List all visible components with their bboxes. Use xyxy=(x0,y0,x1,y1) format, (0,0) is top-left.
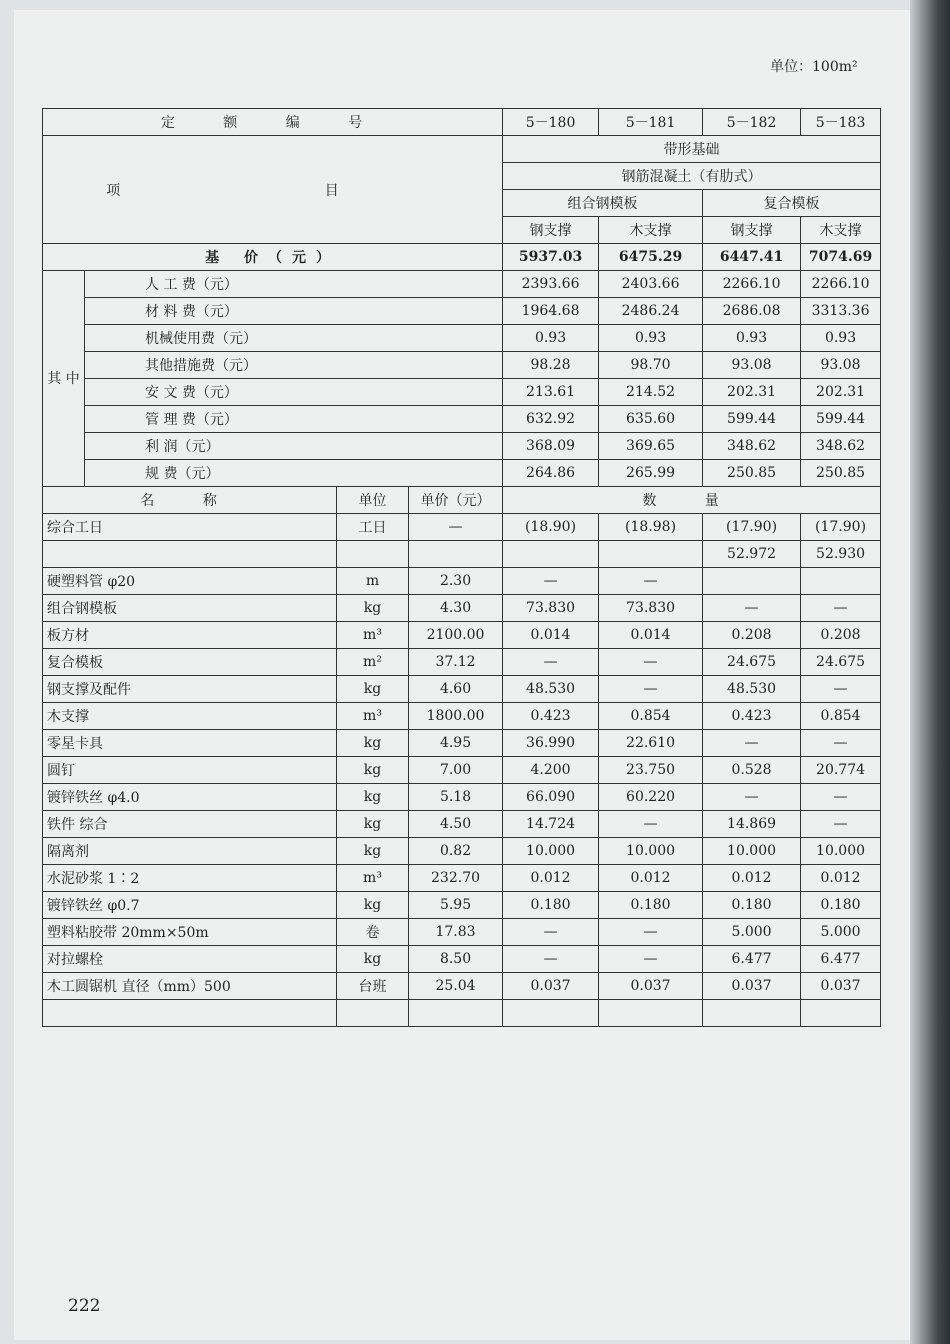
cost-value: 265.99 xyxy=(599,460,703,487)
material-price: — xyxy=(409,514,503,541)
material-price: 8.50 xyxy=(409,946,503,973)
material-quantity: 0.037 xyxy=(599,973,703,1000)
material-quantity: — xyxy=(599,676,703,703)
blank-cell xyxy=(703,1000,801,1027)
cost-row xyxy=(43,433,881,460)
material-price: 4.50 xyxy=(409,811,503,838)
material-quantity: 14.869 xyxy=(703,811,801,838)
blank-cell xyxy=(801,1000,881,1027)
cost-label: 管 理 费（元） xyxy=(85,406,503,433)
material-quantity: 20.774 xyxy=(801,757,881,784)
material-quantity: 0.423 xyxy=(703,703,801,730)
material-row xyxy=(43,568,881,595)
cost-value: 2266.10 xyxy=(801,271,881,298)
material-quantity: 0.854 xyxy=(801,703,881,730)
material-row xyxy=(43,703,881,730)
material-quantity: 36.990 xyxy=(503,730,599,757)
col-name: 名 称 xyxy=(43,487,337,514)
base-price-value: 7074.69 xyxy=(801,244,881,271)
material-name: 组合钢模板 xyxy=(43,595,337,622)
material-quantity: 0.180 xyxy=(801,892,881,919)
formwork-group: 复合模板 xyxy=(703,190,881,217)
material-quantity: 0.012 xyxy=(503,865,599,892)
material-quantity: 10.000 xyxy=(703,838,801,865)
quota-code: 5－182 xyxy=(703,109,801,136)
material-price: 1800.00 xyxy=(409,703,503,730)
formwork-group: 组合钢模板 xyxy=(503,190,703,217)
item-label: 项 目 xyxy=(43,136,503,244)
page-number: 222 xyxy=(68,1296,101,1316)
material-row xyxy=(43,757,881,784)
material-name: 木支撑 xyxy=(43,703,337,730)
cost-value: 635.60 xyxy=(599,406,703,433)
material-row xyxy=(43,919,881,946)
cost-value: 264.86 xyxy=(503,460,599,487)
material-unit: m² xyxy=(337,649,409,676)
cost-value: 368.09 xyxy=(503,433,599,460)
material-name: 圆钉 xyxy=(43,757,337,784)
material-quantity: — xyxy=(703,784,801,811)
material-quantity: — xyxy=(801,595,881,622)
material-quantity: 0.180 xyxy=(703,892,801,919)
book-spine-shadow xyxy=(910,0,950,1344)
material-quantity: (18.98) xyxy=(599,514,703,541)
material-row xyxy=(43,865,881,892)
material-unit: m xyxy=(337,568,409,595)
material-quantity: 24.675 xyxy=(703,649,801,676)
material-unit: m³ xyxy=(337,622,409,649)
material-row xyxy=(43,973,881,1000)
material-price: 2.30 xyxy=(409,568,503,595)
col-unit-price: 单价（元） xyxy=(409,487,503,514)
cost-value: 2486.24 xyxy=(599,298,703,325)
material-row xyxy=(43,730,881,757)
material-quantity: — xyxy=(801,784,881,811)
quota-label: 定 额 编 号 xyxy=(43,109,503,136)
material-quantity: 48.530 xyxy=(703,676,801,703)
material-row xyxy=(43,946,881,973)
material-name: 塑料粘胶带 20mm×50m xyxy=(43,919,337,946)
material-quantity: — xyxy=(503,919,599,946)
material-quantity: — xyxy=(503,946,599,973)
material-name: 铁件 综合 xyxy=(43,811,337,838)
material-quantity: 4.200 xyxy=(503,757,599,784)
material-quantity: 0.014 xyxy=(599,622,703,649)
material-row xyxy=(43,838,881,865)
cost-value: 0.93 xyxy=(801,325,881,352)
blank-cell xyxy=(43,541,337,568)
material-quantity: 0.037 xyxy=(703,973,801,1000)
material-quantity: 6.477 xyxy=(801,946,881,973)
material-quantity: 0.854 xyxy=(599,703,703,730)
quota-code: 5－181 xyxy=(599,109,703,136)
material-quantity: 66.090 xyxy=(503,784,599,811)
base-price-value: 5937.03 xyxy=(503,244,599,271)
material-quantity xyxy=(703,568,801,595)
blank-cell xyxy=(43,1000,337,1027)
material-price: 25.04 xyxy=(409,973,503,1000)
blank-cell xyxy=(337,1000,409,1027)
material-unit: kg xyxy=(337,730,409,757)
subcategory: 钢筋混凝土（有肋式） xyxy=(503,163,881,190)
material-quantity: 0.180 xyxy=(599,892,703,919)
cost-value: 0.93 xyxy=(703,325,801,352)
material-quantity: 0.037 xyxy=(801,973,881,1000)
material-unit: kg xyxy=(337,784,409,811)
material-quantity: 73.830 xyxy=(503,595,599,622)
base-price-value: 6447.41 xyxy=(703,244,801,271)
category-row xyxy=(43,136,881,163)
material-name: 综合工日 xyxy=(43,514,337,541)
blank-cell xyxy=(599,1000,703,1027)
cost-row xyxy=(43,379,881,406)
cost-value: 599.44 xyxy=(801,406,881,433)
blank-cell xyxy=(337,541,409,568)
material-quantity: — xyxy=(801,676,881,703)
material-row xyxy=(43,595,881,622)
of-which-label: 其 中 xyxy=(43,271,85,487)
cost-value: 93.08 xyxy=(801,352,881,379)
material-header-row xyxy=(43,487,881,514)
labour-quantity: 52.972 xyxy=(703,541,801,568)
cost-label: 利 润（元） xyxy=(85,433,503,460)
material-quantity: — xyxy=(599,919,703,946)
material-name: 水泥砂浆 1∶2 xyxy=(43,865,337,892)
base-price-label: 基 价（元） xyxy=(43,244,503,271)
material-quantity: — xyxy=(503,649,599,676)
material-quantity xyxy=(801,568,881,595)
blank-cell xyxy=(409,1000,503,1027)
material-quantity: 0.037 xyxy=(503,973,599,1000)
material-unit: kg xyxy=(337,595,409,622)
cost-row xyxy=(43,298,881,325)
cost-value: 2403.66 xyxy=(599,271,703,298)
cost-value: 2393.66 xyxy=(503,271,599,298)
material-price: 0.82 xyxy=(409,838,503,865)
support-type: 木支撑 xyxy=(801,217,881,244)
material-price: 2100.00 xyxy=(409,622,503,649)
material-name: 镀锌铁丝 φ4.0 xyxy=(43,784,337,811)
material-row xyxy=(43,514,881,541)
quota-code-row xyxy=(43,109,881,136)
cost-value: 0.93 xyxy=(503,325,599,352)
category: 带形基础 xyxy=(503,136,881,163)
material-price: 7.00 xyxy=(409,757,503,784)
material-unit: m³ xyxy=(337,865,409,892)
material-price: 4.30 xyxy=(409,595,503,622)
cost-value: 632.92 xyxy=(503,406,599,433)
material-quantity: 24.675 xyxy=(801,649,881,676)
cost-value: 1964.68 xyxy=(503,298,599,325)
cost-row xyxy=(43,352,881,379)
material-name: 板方材 xyxy=(43,622,337,649)
col-unit: 单位 xyxy=(337,487,409,514)
base-price-value: 6475.29 xyxy=(599,244,703,271)
material-unit: m³ xyxy=(337,703,409,730)
cost-value: 2686.08 xyxy=(703,298,801,325)
material-quantity: 0.423 xyxy=(503,703,599,730)
cost-value: 369.65 xyxy=(599,433,703,460)
unit-note: 单位：100m² xyxy=(770,59,858,75)
material-row xyxy=(43,622,881,649)
material-quantity: 10.000 xyxy=(503,838,599,865)
material-quantity: 73.830 xyxy=(599,595,703,622)
cost-label: 其他措施费（元） xyxy=(85,352,503,379)
cost-value: 348.62 xyxy=(703,433,801,460)
material-price: 5.95 xyxy=(409,892,503,919)
material-quantity: 0.528 xyxy=(703,757,801,784)
material-row xyxy=(43,892,881,919)
quota-table xyxy=(42,108,881,1027)
material-name: 对拉螺栓 xyxy=(43,946,337,973)
material-quantity: — xyxy=(503,568,599,595)
cost-value: 250.85 xyxy=(703,460,801,487)
material-name: 钢支撑及配件 xyxy=(43,676,337,703)
material-quantity: — xyxy=(703,595,801,622)
cost-value: 93.08 xyxy=(703,352,801,379)
support-type: 钢支撑 xyxy=(503,217,599,244)
material-quantity: — xyxy=(599,811,703,838)
material-quantity: 0.180 xyxy=(503,892,599,919)
material-quantity: 5.000 xyxy=(703,919,801,946)
cost-row xyxy=(43,271,881,298)
labour-quantity-row xyxy=(43,541,881,568)
material-name: 隔离剂 xyxy=(43,838,337,865)
cost-row xyxy=(43,460,881,487)
material-unit: kg xyxy=(337,811,409,838)
material-quantity: 5.000 xyxy=(801,919,881,946)
quota-code: 5－183 xyxy=(801,109,881,136)
material-row xyxy=(43,784,881,811)
material-quantity: 0.208 xyxy=(703,622,801,649)
material-quantity: 10.000 xyxy=(801,838,881,865)
cost-row xyxy=(43,406,881,433)
support-type: 木支撑 xyxy=(599,217,703,244)
material-quantity: 22.610 xyxy=(599,730,703,757)
cost-value: 98.70 xyxy=(599,352,703,379)
material-quantity: 0.012 xyxy=(703,865,801,892)
cost-label: 人 工 费（元） xyxy=(85,271,503,298)
material-price: 4.60 xyxy=(409,676,503,703)
cost-value: 213.61 xyxy=(503,379,599,406)
material-unit: 台班 xyxy=(337,973,409,1000)
material-unit: kg xyxy=(337,946,409,973)
material-unit: 工日 xyxy=(337,514,409,541)
material-unit: 卷 xyxy=(337,919,409,946)
cost-value: 202.31 xyxy=(801,379,881,406)
material-quantity: — xyxy=(599,649,703,676)
material-quantity: (17.90) xyxy=(703,514,801,541)
support-type: 钢支撑 xyxy=(703,217,801,244)
material-quantity: — xyxy=(801,730,881,757)
material-quantity: — xyxy=(801,811,881,838)
cost-label: 安 文 费（元） xyxy=(85,379,503,406)
material-quantity: — xyxy=(599,946,703,973)
material-unit: kg xyxy=(337,757,409,784)
cost-value: 2266.10 xyxy=(703,271,801,298)
cost-value: 348.62 xyxy=(801,433,881,460)
cost-value: 98.28 xyxy=(503,352,599,379)
cost-label: 规 费（元） xyxy=(85,460,503,487)
material-quantity: 10.000 xyxy=(599,838,703,865)
material-quantity: (17.90) xyxy=(801,514,881,541)
material-price: 232.70 xyxy=(409,865,503,892)
quota-code: 5－180 xyxy=(503,109,599,136)
cost-label: 机械使用费（元） xyxy=(85,325,503,352)
material-quantity: 23.750 xyxy=(599,757,703,784)
material-name: 硬塑料管 φ20 xyxy=(43,568,337,595)
material-row xyxy=(43,676,881,703)
material-quantity: 0.208 xyxy=(801,622,881,649)
material-quantity: 0.012 xyxy=(801,865,881,892)
cost-label: 材 料 费（元） xyxy=(85,298,503,325)
blank-row xyxy=(43,1000,881,1027)
labour-quantity: 52.930 xyxy=(801,541,881,568)
material-price: 5.18 xyxy=(409,784,503,811)
material-quantity: 48.530 xyxy=(503,676,599,703)
material-quantity: 60.220 xyxy=(599,784,703,811)
cost-value: 202.31 xyxy=(703,379,801,406)
material-name: 零星卡具 xyxy=(43,730,337,757)
material-quantity: 0.012 xyxy=(599,865,703,892)
cost-value: 599.44 xyxy=(703,406,801,433)
material-unit: kg xyxy=(337,838,409,865)
labour-quantity xyxy=(503,541,599,568)
material-unit: kg xyxy=(337,892,409,919)
material-quantity: 14.724 xyxy=(503,811,599,838)
cost-value: 3313.36 xyxy=(801,298,881,325)
blank-cell xyxy=(409,541,503,568)
material-quantity: (18.90) xyxy=(503,514,599,541)
material-row xyxy=(43,649,881,676)
material-price: 4.95 xyxy=(409,730,503,757)
cost-value: 214.52 xyxy=(599,379,703,406)
material-row xyxy=(43,811,881,838)
col-quantity: 数 量 xyxy=(503,487,881,514)
material-quantity: — xyxy=(703,730,801,757)
material-quantity: 0.014 xyxy=(503,622,599,649)
material-quantity: 6.477 xyxy=(703,946,801,973)
material-unit: kg xyxy=(337,676,409,703)
blank-cell xyxy=(503,1000,599,1027)
labour-quantity xyxy=(599,541,703,568)
material-name: 复合模板 xyxy=(43,649,337,676)
material-name: 木工圆锯机 直径（mm）500 xyxy=(43,973,337,1000)
cost-row xyxy=(43,325,881,352)
cost-value: 250.85 xyxy=(801,460,881,487)
material-price: 37.12 xyxy=(409,649,503,676)
material-price: 17.83 xyxy=(409,919,503,946)
cost-value: 0.93 xyxy=(599,325,703,352)
material-quantity: — xyxy=(599,568,703,595)
material-name: 镀锌铁丝 φ0.7 xyxy=(43,892,337,919)
base-price-row xyxy=(43,244,881,271)
